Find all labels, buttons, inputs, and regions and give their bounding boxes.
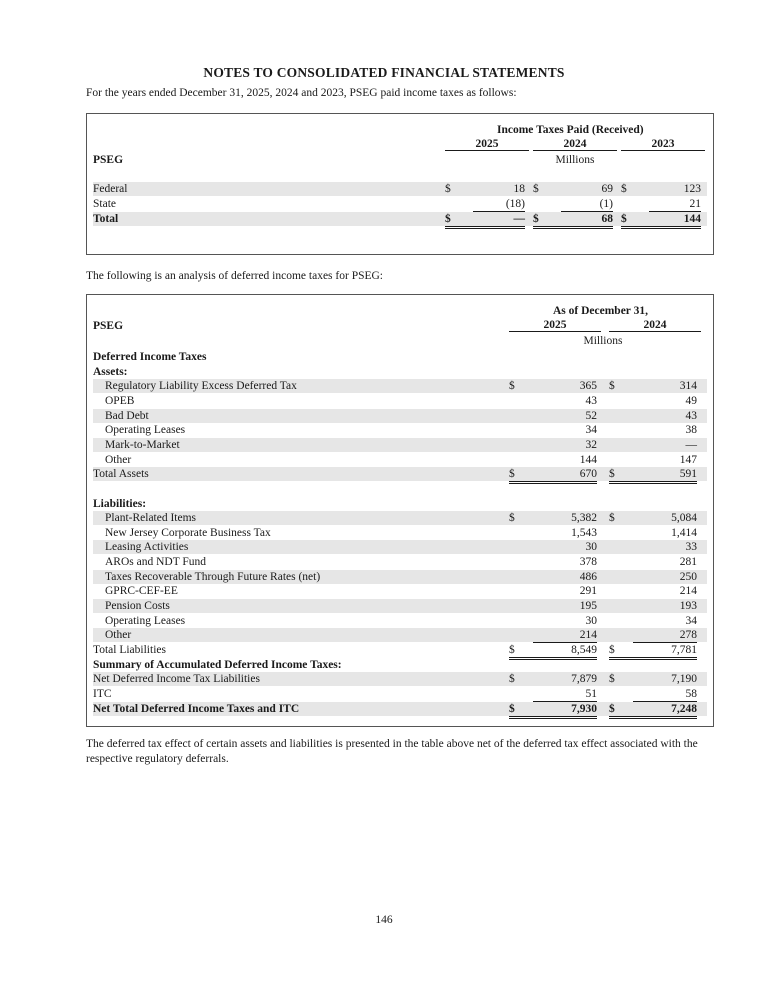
row-value: (1): [561, 197, 613, 212]
row-value: 32: [585, 439, 597, 451]
row-label: New Jersey Corporate Business Tax: [105, 527, 271, 539]
table1-year-2024: 2024: [533, 138, 617, 151]
table2-row: [93, 540, 707, 554]
currency-symbol: $: [609, 643, 697, 660]
row-value: 670: [533, 467, 597, 484]
row-label: ITC: [93, 688, 112, 700]
row-value: 193: [679, 600, 697, 612]
income-taxes-paid-table: [86, 113, 714, 255]
table2-row: [93, 423, 707, 437]
currency-symbol: $: [509, 673, 515, 685]
row-value: 7,781: [633, 643, 697, 660]
row-value: 291: [579, 585, 597, 597]
row-value: 147: [633, 453, 697, 468]
row-label: Pension Costs: [105, 600, 170, 612]
row-value: 591: [633, 467, 697, 484]
row-label: Regulatory Liability Excess Deferred Tax: [105, 380, 297, 392]
table2-row: [93, 453, 707, 467]
row-label: Total: [93, 213, 119, 225]
liabilities-heading: [93, 497, 707, 511]
table1-section-label: PSEG: [93, 154, 124, 166]
row-label: Leasing Activities: [105, 541, 189, 553]
currency-symbol: $: [509, 512, 515, 524]
row-value: 281: [679, 556, 697, 568]
row-value: 34: [585, 424, 597, 436]
table1-group-header: Income Taxes Paid (Received): [497, 124, 644, 136]
row-label: Operating Leases: [105, 424, 186, 436]
table1-row: [93, 212, 707, 226]
row-value: 144: [649, 212, 701, 229]
row-label: Total Liabilities: [93, 644, 166, 656]
intro-income-taxes-paid: For the years ended December 31, 2025, 2024 and 2023, PSEG paid income taxes as follows:: [86, 87, 517, 99]
row-value: 34: [685, 615, 697, 627]
row-label: Net Total Deferred Income Taxes and ITC: [93, 703, 300, 715]
currency-symbol: $: [609, 512, 615, 524]
row-label: AROs and NDT Fund: [105, 556, 207, 568]
row-label: Other: [105, 454, 132, 466]
currency-symbol: $: [509, 643, 597, 660]
row-value: 8,549: [533, 643, 597, 660]
row-value: 486: [579, 571, 597, 583]
row-value: 58: [633, 687, 697, 702]
currency-symbol: $: [609, 467, 697, 484]
table1-year-2025: 2025: [445, 138, 529, 151]
row-value: 378: [579, 556, 597, 568]
currency-symbol: $: [533, 183, 539, 195]
row-label: Plant-Related Items: [105, 512, 197, 524]
row-value: 214: [533, 628, 597, 643]
row-value: 33: [685, 541, 697, 553]
row-label: Net Deferred Income Tax Liabilities: [93, 673, 260, 685]
row-label: Federal: [93, 183, 128, 195]
row-label: Bad Debt: [105, 410, 149, 422]
row-value: 18: [513, 183, 525, 195]
row-value: 214: [679, 585, 697, 597]
table2-row: [93, 687, 707, 701]
currency-symbol: $: [509, 467, 597, 484]
table1-year-2023: 2023: [621, 138, 705, 151]
currency-symbol: $: [609, 380, 615, 392]
row-value: 365: [579, 380, 597, 392]
row-value: 43: [685, 410, 697, 422]
table2-row: [93, 570, 707, 584]
currency-symbol: $: [509, 380, 515, 392]
row-value: 278: [633, 628, 697, 643]
table2-group-header: As of December 31,: [553, 305, 648, 317]
row-value: 7,879: [571, 673, 597, 685]
row-value: —: [685, 439, 697, 451]
row-value: 30: [585, 541, 597, 553]
currency-symbol: $: [609, 702, 697, 719]
table2-row: [93, 409, 707, 423]
deferred-income-taxes-table: [86, 294, 714, 727]
deferred-heading: [93, 350, 707, 364]
table1-units: Millions: [555, 154, 595, 166]
row-value: 21: [649, 197, 701, 212]
row-value: 1,414: [671, 527, 697, 539]
row-value: 7,248: [633, 702, 697, 719]
row-label: Total Assets: [93, 468, 149, 480]
row-value: 123: [683, 183, 701, 195]
table2-row: [93, 599, 707, 613]
table2-row: [93, 379, 707, 393]
row-value: 5,084: [671, 512, 697, 524]
row-label: Taxes Recoverable Through Future Rates (net): [105, 571, 321, 583]
row-value: 49: [685, 395, 697, 407]
currency-symbol: $: [509, 702, 597, 719]
table2-row: [93, 511, 707, 525]
row-value: (18): [473, 197, 525, 212]
table2-section-label: PSEG: [93, 320, 124, 332]
currency-symbol: $: [609, 673, 615, 685]
table2-row: [93, 614, 707, 628]
row-label: Operating Leases: [105, 615, 186, 627]
currency-symbol: $: [445, 212, 525, 229]
row-label: GPRC-CEF-EE: [105, 585, 178, 597]
row-label: Liabilities:: [93, 498, 147, 510]
row-value: 7,930: [533, 702, 597, 719]
page-title: NOTES TO CONSOLIDATED FINANCIAL STATEMENTS: [203, 65, 565, 80]
row-label: Mark-to-Market: [105, 439, 180, 451]
table2-row: [93, 702, 707, 716]
summary-heading: [93, 658, 707, 672]
row-value: 144: [533, 453, 597, 468]
table2-row: [93, 394, 707, 408]
row-label: Summary of Accumulated Deferred Income Taxes:: [93, 659, 342, 671]
row-value: 30: [585, 615, 597, 627]
row-value: 69: [601, 183, 613, 195]
table1-row: [93, 182, 707, 196]
row-value: 43: [585, 395, 597, 407]
table2-year-2024: 2024: [609, 319, 701, 332]
table2-row: [93, 467, 707, 481]
table2-row: [93, 628, 707, 642]
row-value: 1,543: [571, 527, 597, 539]
table2-row: [93, 555, 707, 569]
currency-symbol: $: [621, 212, 701, 229]
row-value: 195: [579, 600, 597, 612]
row-value: 52: [585, 410, 597, 422]
table1-row: [93, 197, 707, 211]
row-value: 51: [533, 687, 597, 702]
row-value: 38: [685, 424, 697, 436]
table2-year-2025: 2025: [509, 319, 601, 332]
row-label: State: [93, 198, 116, 210]
table2-row: [93, 584, 707, 598]
row-value: 314: [679, 380, 697, 392]
table2-row: [93, 438, 707, 452]
row-value: 250: [679, 571, 697, 583]
row-value: 68: [561, 212, 613, 229]
table2-row: [93, 643, 707, 657]
page-number: 146: [375, 914, 393, 926]
currency-symbol: $: [533, 212, 613, 229]
intro-deferred-taxes: The following is an analysis of deferred income taxes for PSEG:: [86, 270, 384, 282]
table2-row: [93, 672, 707, 686]
assets-heading: [93, 365, 707, 379]
row-label: Assets:: [93, 366, 128, 378]
row-value: —: [473, 212, 525, 229]
table2-units: Millions: [583, 335, 623, 347]
currency-symbol: $: [621, 183, 627, 195]
currency-symbol: $: [445, 183, 451, 195]
footnote: The deferred tax effect of certain assets and liabilities is presented in the table above net of the deferred tax effect associated with the respective regulatory deferrals.: [86, 738, 698, 765]
row-label: Deferred Income Taxes: [93, 351, 207, 363]
row-label: OPEB: [105, 395, 135, 407]
row-label: Other: [105, 629, 132, 641]
table2-row: [93, 526, 707, 540]
row-value: 7,190: [671, 673, 697, 685]
row-value: 5,382: [571, 512, 597, 524]
